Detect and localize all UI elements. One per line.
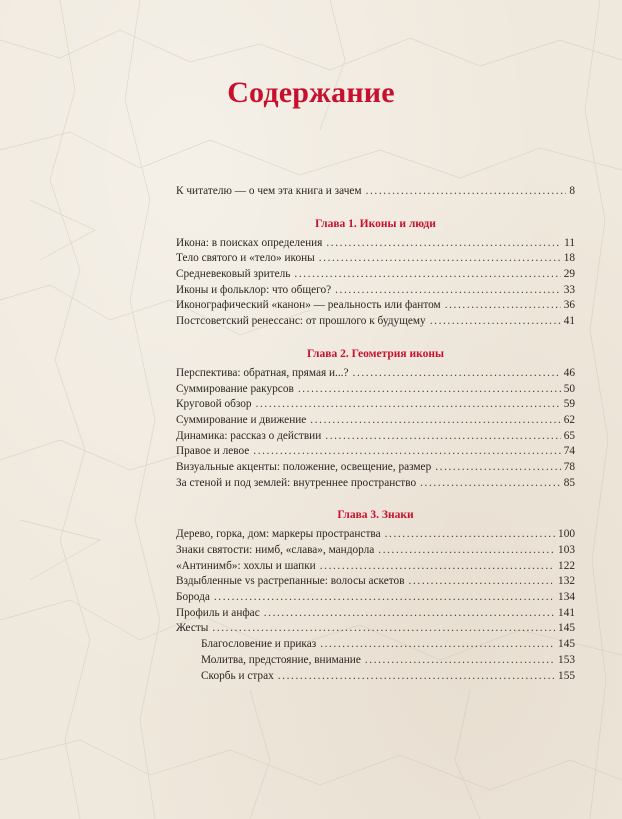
toc-entry-page: 145 [558, 638, 575, 651]
toc-entry-title: Иконы и фольклор: что общего? [176, 283, 332, 296]
toc-entry[interactable] [176, 366, 575, 382]
dot-leader [278, 669, 555, 685]
toc-entry-title: Иконографический «канон» — реальность или фантом [176, 299, 441, 312]
chapter-3-title[interactable]: Глава 3. Знаки [337, 509, 414, 522]
toc-entry[interactable] [176, 283, 575, 299]
dot-leader [420, 476, 561, 492]
toc-entry-page: 18 [563, 252, 575, 265]
toc-entry[interactable] [176, 314, 575, 330]
dot-leader [253, 444, 560, 460]
toc-entry-title: Дерево, горка, дом: маркеры пространства [176, 528, 381, 541]
table-of-contents [176, 184, 575, 684]
toc-entry-intro[interactable] [176, 184, 575, 200]
toc-entry[interactable] [176, 590, 575, 606]
chapter-2-title[interactable]: Глава 2. Геометрия иконы [307, 347, 444, 360]
toc-entry-page: 11 [564, 236, 575, 249]
toc-entry-page: 29 [563, 268, 575, 281]
toc-entry-title: Жесты [176, 622, 209, 635]
toc-entry-page: 100 [558, 528, 575, 541]
toc-entry[interactable] [176, 236, 575, 252]
toc-entry-title: Благословение и приказ [201, 638, 317, 651]
toc-entry-page: 41 [563, 315, 575, 328]
chapter-1-title[interactable]: Глава 1. Иконы и люди [315, 217, 436, 230]
toc-entry-page: 74 [563, 445, 575, 458]
toc-entry-page: 122 [558, 559, 575, 572]
toc-entry[interactable] [176, 382, 575, 398]
toc-entry-page: 78 [563, 460, 575, 473]
toc-entry-page: 134 [558, 591, 575, 604]
toc-entry-title: Суммирование и движение [176, 413, 307, 426]
toc-entry-title: Постсоветский ренессанс: от прошлого к будущему [176, 315, 426, 328]
dot-leader [319, 251, 561, 267]
dot-leader [366, 184, 567, 200]
toc-entry[interactable] [176, 397, 575, 413]
dot-leader [298, 382, 561, 398]
toc-entry-title: Перспектива: обратная, прямая и...? [176, 366, 349, 379]
toc-entry-title: Средневековый зритель [176, 268, 291, 281]
toc-entry[interactable] [176, 267, 575, 283]
toc-entry-page: 8 [569, 185, 575, 197]
toc-entry[interactable] [176, 298, 575, 314]
toc-entry-title: Вздыбленные vs растрепанные: волосы аскетов [176, 575, 405, 588]
toc-entry-page: 65 [563, 429, 575, 442]
toc-entry-page: 85 [563, 476, 575, 489]
toc-entry[interactable] [176, 606, 575, 622]
dot-leader [264, 606, 555, 622]
toc-entry-title: Скорбь и страх [201, 669, 274, 682]
dot-leader [325, 429, 560, 445]
toc-entry-page: 145 [558, 622, 575, 635]
toc-entry[interactable] [176, 543, 575, 559]
toc-entry-title: Круговой обзор [176, 398, 252, 411]
toc-entry-title: Тело святого и «тело» иконы [176, 252, 315, 265]
dot-leader [212, 621, 555, 637]
toc-entry[interactable] [176, 460, 575, 476]
toc-entry[interactable] [176, 444, 575, 460]
toc-entry[interactable] [176, 574, 575, 590]
toc-subentry[interactable] [176, 669, 575, 685]
toc-entry-page: 141 [558, 606, 575, 619]
dot-leader [445, 298, 561, 314]
dot-leader [320, 637, 555, 653]
toc-entry-title: Знаки святости: нимб, «слава», мандорла [176, 544, 375, 556]
dot-leader [294, 267, 560, 283]
toc-entry-title: Правое и левое [176, 445, 250, 458]
toc-entry-page: 153 [558, 653, 575, 666]
dot-leader [435, 460, 560, 476]
page-title: Содержание [227, 76, 395, 109]
dot-leader [378, 543, 555, 559]
toc-entry[interactable] [176, 251, 575, 267]
dot-leader [214, 590, 555, 606]
dot-leader [320, 559, 555, 575]
toc-entry-title: Борода [176, 591, 210, 604]
toc-entry-title: Суммирование ракурсов [176, 382, 294, 395]
dot-leader [256, 397, 561, 413]
toc-entry[interactable] [176, 413, 575, 429]
toc-entry-page: 132 [558, 575, 575, 588]
dot-leader [335, 283, 561, 299]
toc-subentry[interactable] [176, 653, 575, 669]
toc-entry-page: 50 [563, 382, 575, 395]
dot-leader [326, 236, 561, 252]
toc-entry-title: Икона: в поисках определения [176, 236, 323, 249]
toc-entry-title: Молитва, предстояние, внимание [201, 653, 361, 666]
toc-entry-page: 155 [558, 669, 575, 682]
toc-entry[interactable] [176, 429, 575, 445]
toc-subentry[interactable] [176, 637, 575, 653]
toc-entry-title: За стеной и под землей: внутреннее пространство [176, 476, 417, 489]
toc-entry[interactable] [176, 621, 575, 637]
toc-entry-title: Динамика: рассказ о действии [176, 429, 322, 442]
dot-leader [409, 574, 556, 590]
toc-entry-page: 36 [563, 299, 575, 312]
toc-entry[interactable] [176, 559, 575, 575]
toc-entry-page: 33 [563, 283, 575, 296]
toc-entry-page: 103 [558, 544, 575, 556]
dot-leader [310, 413, 560, 429]
toc-entry-title: Визуальные акценты: положение, освещение, размер [176, 460, 432, 473]
toc-entry-page: 62 [563, 413, 575, 426]
dot-leader [353, 366, 561, 382]
dot-leader [430, 314, 561, 330]
toc-entry-title: К читателю — о чем эта книга и зачем [176, 185, 362, 197]
toc-entry-title: «Антинимб»: хохлы и шапки [176, 559, 316, 572]
toc-entry[interactable] [176, 527, 575, 543]
toc-entry-title: Профиль и анфас [176, 606, 260, 619]
dot-leader [385, 527, 555, 543]
toc-entry[interactable] [176, 476, 575, 492]
toc-entry-page: 59 [563, 398, 575, 411]
dot-leader [365, 653, 555, 669]
toc-entry-page: 46 [563, 366, 575, 379]
